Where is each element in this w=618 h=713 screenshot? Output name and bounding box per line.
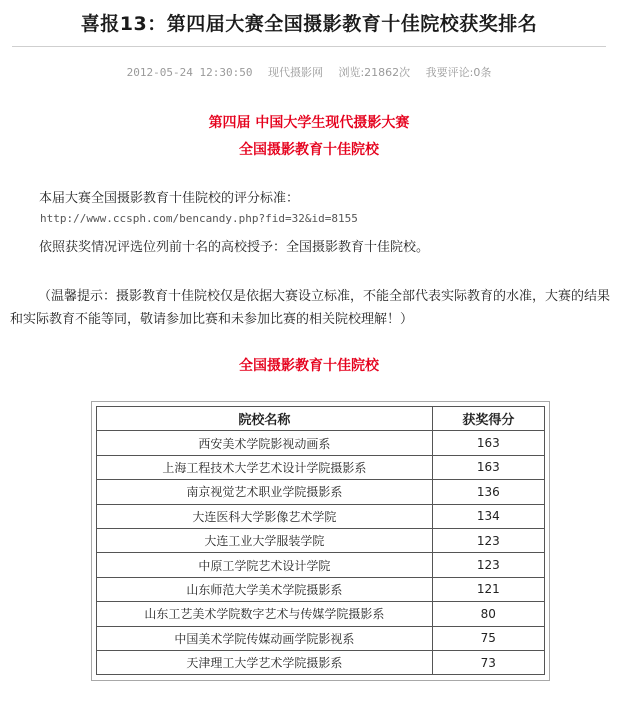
school-name: 上海工程技术大学艺术设计学院摄影系 [97, 455, 433, 479]
school-score: 123 [432, 553, 544, 577]
school-score: 73 [432, 650, 544, 674]
ranking-table-frame [91, 401, 550, 681]
school-name: 山东工艺美术学院数字艺术与传媒学院摄影系 [97, 602, 433, 626]
school-name: 大连工业大学服装学院 [97, 528, 433, 552]
publish-datetime: 2012-05-24 12:30:50 [126, 66, 253, 79]
article-title: 喜报13：第四届大赛全国摄影教育十佳院校获奖排名 [80, 13, 538, 35]
award-heading: 全国摄影教育十佳院校 [239, 142, 379, 158]
table-row [97, 626, 545, 650]
intro-criteria: 本届大赛全国摄影教育十佳院校的评分标准： [39, 191, 300, 206]
article-meta [0, 64, 618, 80]
contest-heading: 第四届 中国大学生现代摄影大赛 [208, 115, 410, 131]
school-score: 163 [432, 431, 544, 455]
ranking-table [96, 406, 545, 675]
table-row [97, 480, 545, 504]
notice-paragraph: （温馨提示：摄影教育十佳院校仅是依据大赛设立标准，不能全部代表实际教育的水准，大赛的结果和实际教育不能等同，敬请参加比赛和未参加比赛的相关院校理解！） [10, 289, 611, 327]
school-score: 123 [432, 528, 544, 552]
table-row [97, 455, 545, 479]
table-row [97, 431, 545, 455]
intro-award: 依照获奖情况评选位列前十名的高校授予：全国摄影教育十佳院校。 [39, 240, 430, 255]
table-title: 全国摄影教育十佳院校 [239, 358, 379, 374]
school-score: 163 [432, 455, 544, 479]
table-row [97, 602, 545, 626]
header-score: 获奖得分 [432, 407, 544, 431]
school-name: 西安美术学院影视动画系 [97, 431, 433, 455]
table-row [97, 650, 545, 674]
comment-link[interactable]: 我要评论:0条 [425, 66, 492, 79]
school-score: 121 [432, 577, 544, 601]
view-count: 浏览:21862次 [338, 66, 411, 79]
table-row [97, 528, 545, 552]
header-school-name: 院校名称 [97, 407, 433, 431]
school-name: 山东师范大学美术学院摄影系 [97, 577, 433, 601]
table-row [97, 577, 545, 601]
school-name: 南京视觉艺术职业学院摄影系 [97, 480, 433, 504]
school-name: 大连医科大学影像艺术学院 [97, 504, 433, 528]
school-name: 中国美术学院传媒动画学院影视系 [97, 626, 433, 650]
table-row [97, 553, 545, 577]
school-score: 134 [432, 504, 544, 528]
table-header-row [97, 407, 545, 431]
school-name: 天津理工大学艺术学院摄影系 [97, 650, 433, 674]
school-score: 80 [432, 602, 544, 626]
title-divider [12, 46, 606, 47]
criteria-link[interactable]: http://www.ccsph.com/bencandy.php?fid=32&id=8155 [40, 212, 358, 225]
school-name: 中原工学院艺术设计学院 [97, 553, 433, 577]
school-score: 75 [432, 626, 544, 650]
table-row [97, 504, 545, 528]
school-score: 136 [432, 480, 544, 504]
source-link[interactable]: 现代摄影网 [267, 66, 323, 79]
